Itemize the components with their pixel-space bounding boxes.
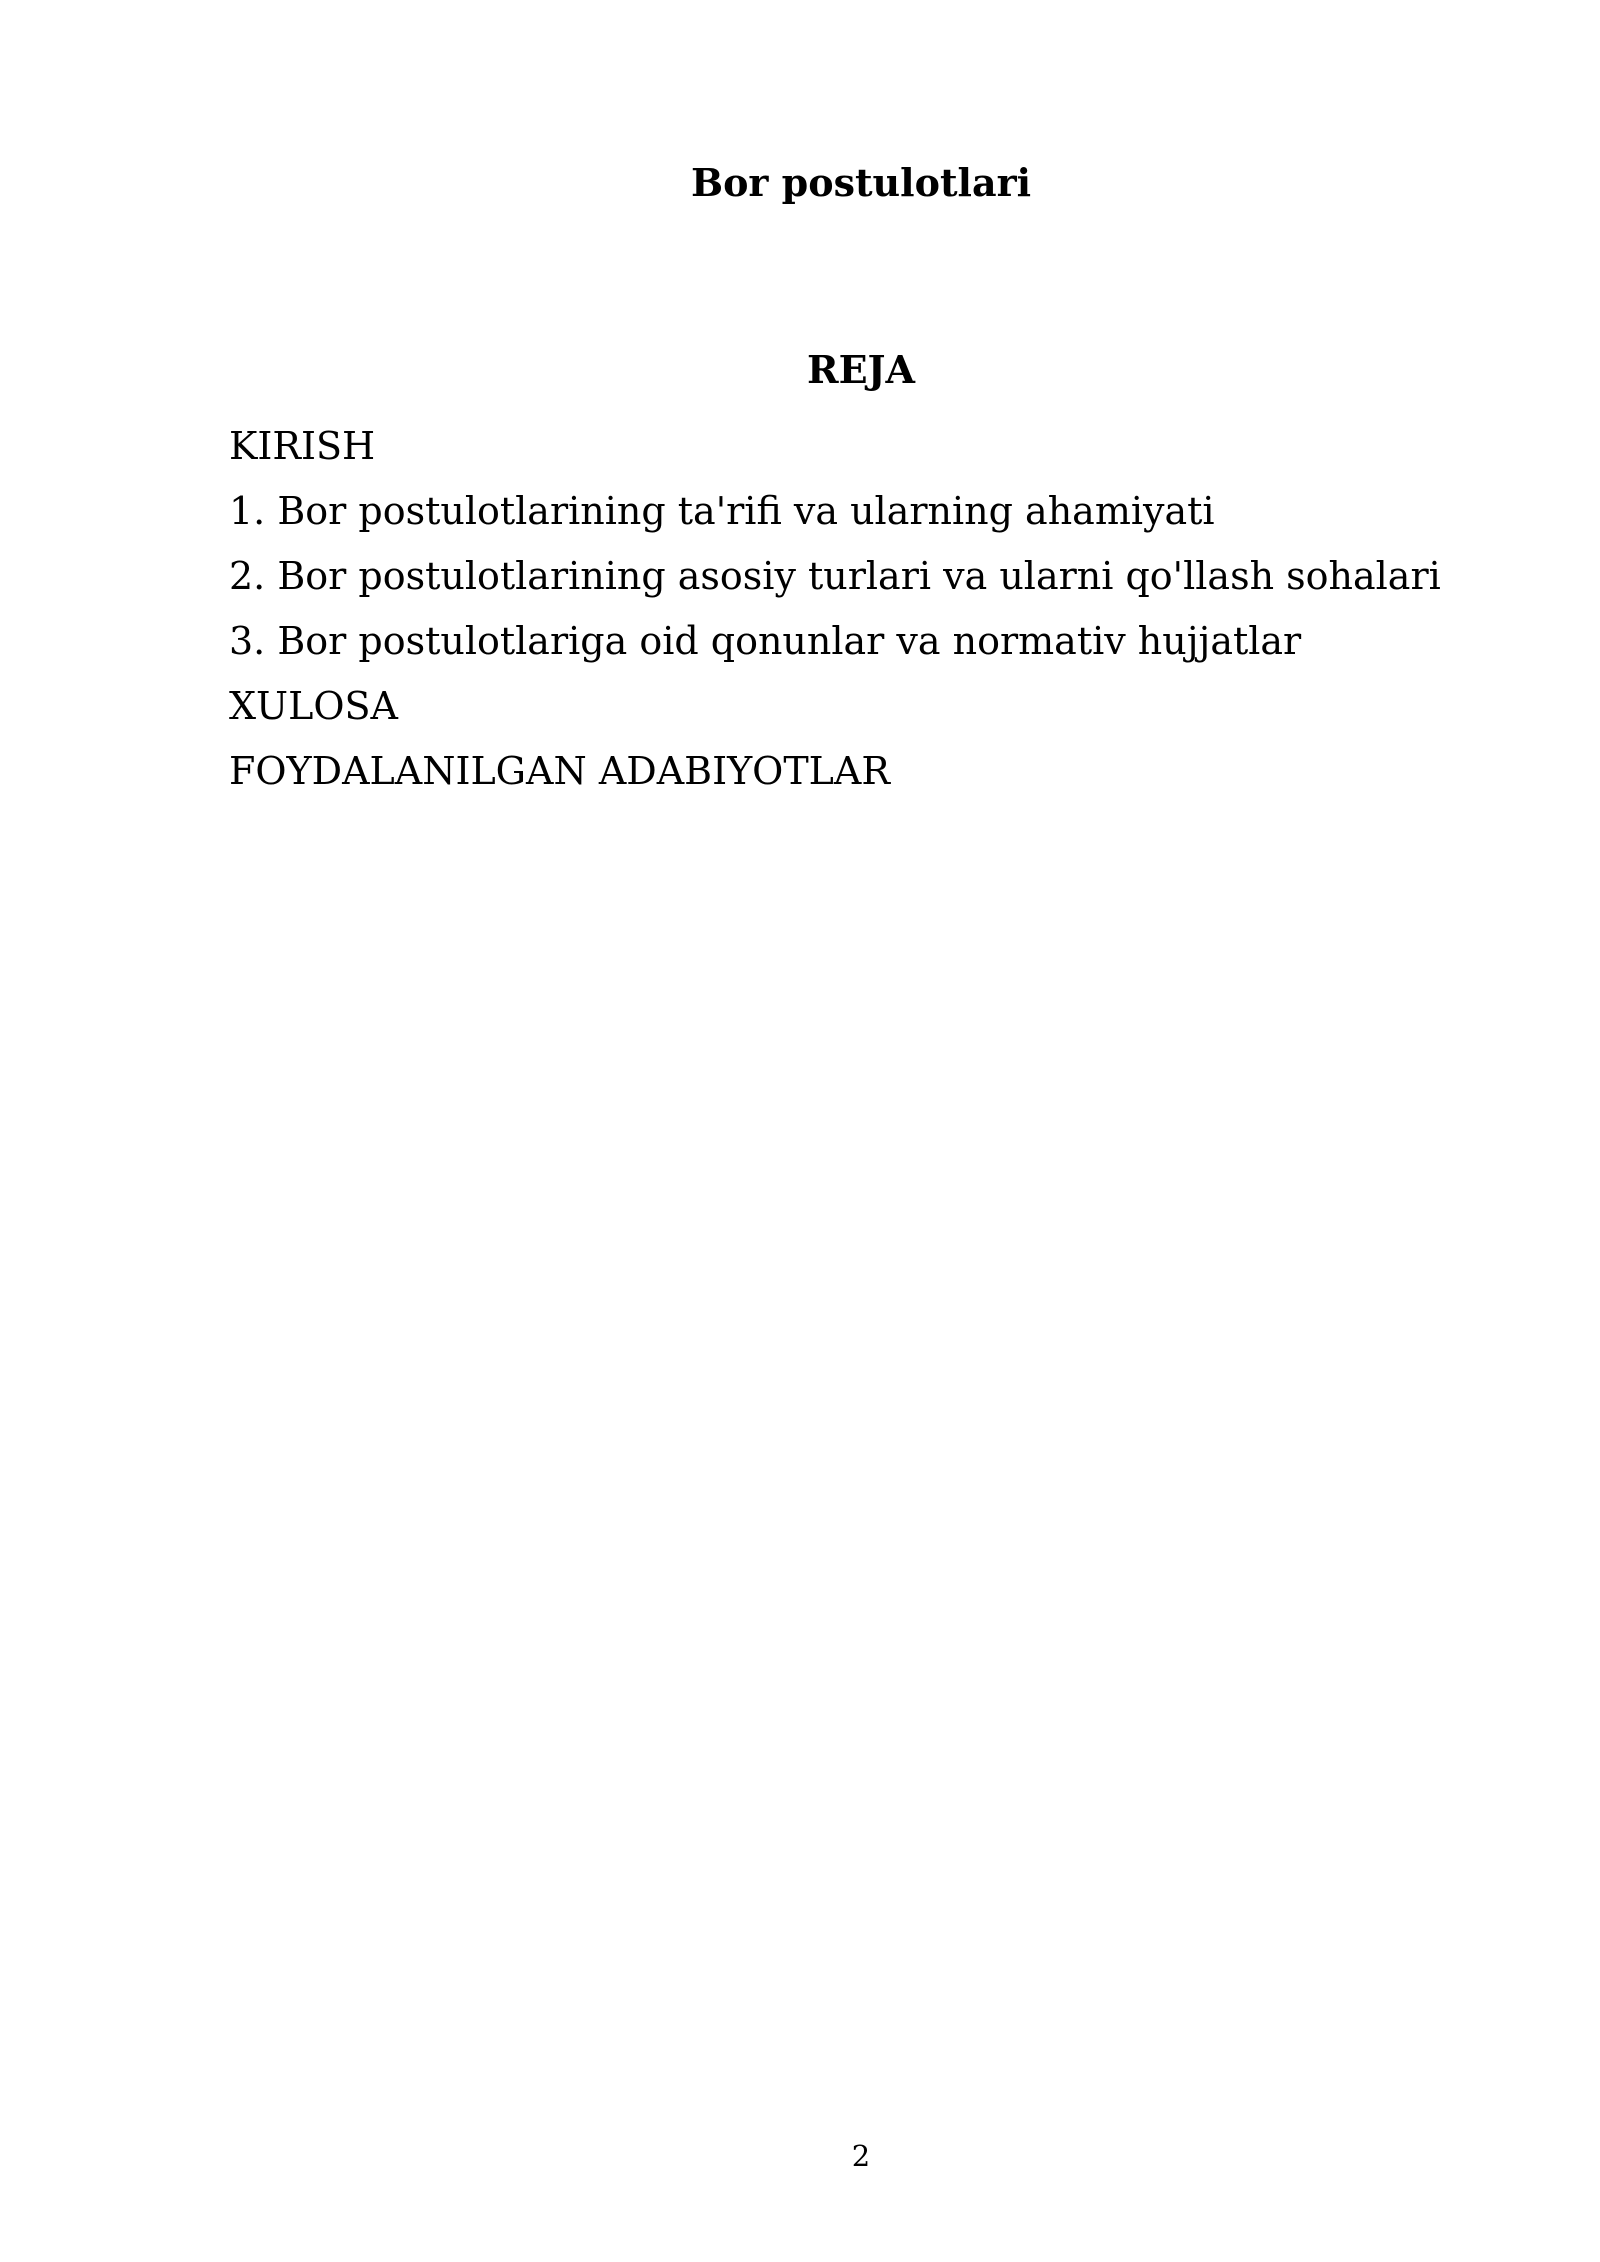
plan-list — [229, 414, 1441, 804]
document-title: Bor postulotlari — [690, 160, 1032, 205]
plan-item-1: 1. Bor postulotlarining ta'rifi va ularning ahamiyati — [229, 489, 1215, 533]
plan-item-2: 2. Bor postulotlarining asosiy turlari va ularni qo'llash sohalari — [229, 554, 1441, 598]
plan-item-3: 3. Bor postulotlariga oid qonunlar va normativ hujjatlar — [229, 619, 1302, 663]
plan-heading: REJA — [806, 347, 915, 392]
plan-item-conclusion: XULOSA — [229, 684, 398, 728]
plan-item-references: FOYDALANILGAN ADABIYOTLAR — [229, 749, 890, 793]
plan-item-introduction: KIRISH — [229, 424, 376, 468]
page-number: 2 — [851, 2139, 871, 2173]
